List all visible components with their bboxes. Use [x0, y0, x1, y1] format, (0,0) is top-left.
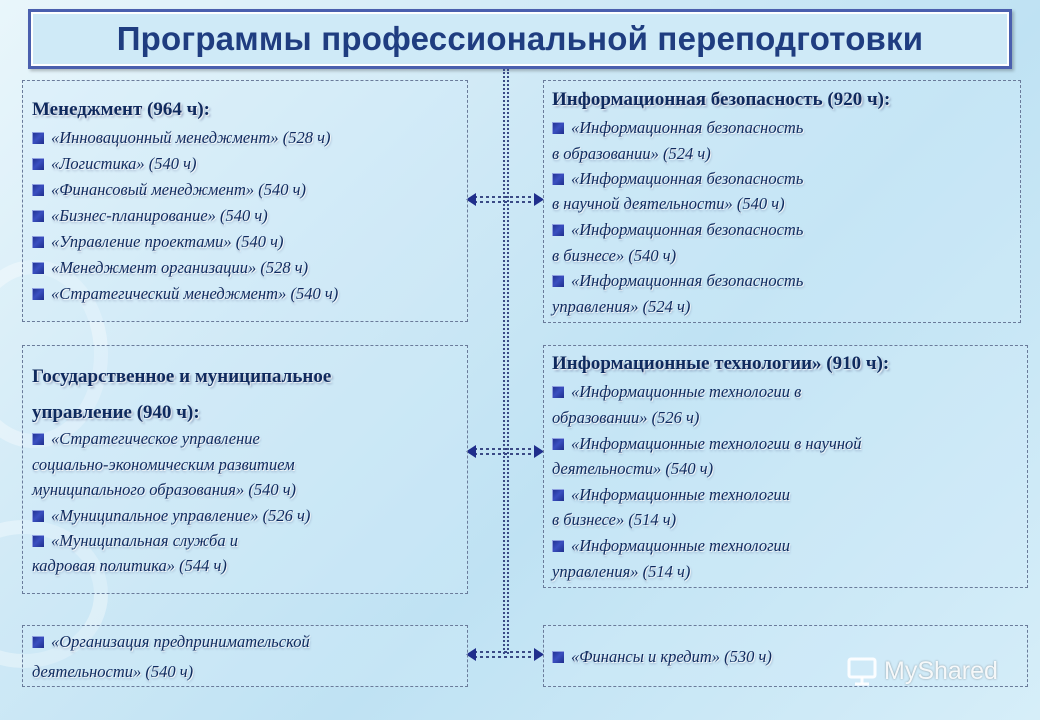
- program-item: «Бизнес-планирование» (540 ч): [32, 206, 268, 226]
- program-item-continuation: в образовании» (524 ч): [552, 144, 711, 163]
- program-item: «Организация предпринимательской: [32, 632, 310, 652]
- bullet-icon: [552, 438, 564, 450]
- program-item-continuation: деятельности» (540 ч): [552, 459, 714, 478]
- program-item: «Информационная безопасность: [552, 271, 803, 291]
- program-item-continuation: управления» (514 ч): [552, 562, 691, 581]
- program-item: «Информационные технологии в: [552, 382, 801, 402]
- bullet-icon: [552, 275, 564, 287]
- presentation-board-icon: [846, 656, 880, 686]
- government-header-line-1: Государственное и муниципальное: [32, 366, 332, 387]
- bullet-icon: [32, 158, 44, 170]
- central-connector-line: [503, 69, 509, 654]
- bullet-icon: [32, 184, 44, 196]
- program-item: «Финансы и кредит» (530 ч): [552, 647, 772, 667]
- connector-arrow-row-3: [464, 645, 546, 665]
- bullet-icon: [552, 489, 564, 501]
- it-header: Информационные технологии» (910 ч):: [552, 353, 890, 374]
- bullet-icon: [32, 132, 44, 144]
- program-item: «Стратегический менеджмент» (540 ч): [32, 284, 338, 304]
- infosec-header: Информационная безопасность (920 ч):: [552, 89, 891, 110]
- program-item: «Информационная безопасность: [552, 220, 803, 240]
- program-item: «Финансовый менеджмент» (540 ч): [32, 180, 306, 200]
- program-item: «Информационные технологии: [552, 536, 790, 556]
- bullet-icon: [32, 433, 44, 445]
- program-item: «Инновационный менеджмент» (528 ч): [32, 128, 330, 148]
- program-item-continuation: кадровая политика» (544 ч): [32, 556, 227, 575]
- bullet-icon: [32, 288, 44, 300]
- bullet-icon: [552, 224, 564, 236]
- program-item: «Информационная безопасность: [552, 118, 803, 138]
- bullet-icon: [32, 535, 44, 547]
- program-item: «Управление проектами» (540 ч): [32, 232, 283, 252]
- connector-arrow-row-2: [464, 442, 546, 462]
- program-item-continuation: деятельности» (540 ч): [32, 662, 194, 681]
- bullet-icon: [32, 510, 44, 522]
- page-title: Программы профессиональной переподготовки: [116, 20, 924, 57]
- program-item-continuation: в бизнесе» (514 ч): [552, 510, 677, 529]
- bullet-icon: [32, 636, 44, 648]
- program-item: «Информационные технологии в научной: [552, 434, 862, 454]
- program-item-continuation: социально-экономическим развитием: [32, 455, 295, 474]
- program-item: «Стратегическое управление: [32, 429, 260, 449]
- bullet-icon: [552, 540, 564, 552]
- bullet-icon: [552, 386, 564, 398]
- program-item-continuation: образовании» (526 ч): [552, 408, 700, 427]
- watermark-text: MyShared: [884, 656, 998, 685]
- program-item: «Менеджмент организации» (528 ч): [32, 258, 308, 278]
- management-header: Менеджмент (964 ч):: [32, 99, 210, 120]
- bullet-icon: [552, 651, 564, 663]
- bullet-icon: [552, 173, 564, 185]
- connector-arrow-row-1: [464, 190, 546, 210]
- watermark-logo: [846, 656, 998, 686]
- bullet-icon: [32, 262, 44, 274]
- title-banner: [28, 9, 1012, 69]
- bullet-icon: [552, 122, 564, 134]
- program-item-continuation: в бизнесе» (540 ч): [552, 246, 677, 265]
- program-item-continuation: муниципального образования» (540 ч): [32, 480, 297, 499]
- bullet-icon: [32, 236, 44, 248]
- program-item: «Информационные технологии: [552, 485, 790, 505]
- bullet-icon: [32, 210, 44, 222]
- program-item-continuation: управления» (524 ч): [552, 297, 691, 316]
- program-item: «Логистика» (540 ч): [32, 154, 197, 174]
- program-item: «Муниципальное управление» (526 ч): [32, 506, 310, 526]
- program-item: «Муниципальная служба и: [32, 531, 238, 551]
- program-item: «Информационная безопасность: [552, 169, 803, 189]
- government-header-line-2: управление (940 ч):: [32, 402, 200, 423]
- program-item-continuation: в научной деятельности» (540 ч): [552, 194, 785, 213]
